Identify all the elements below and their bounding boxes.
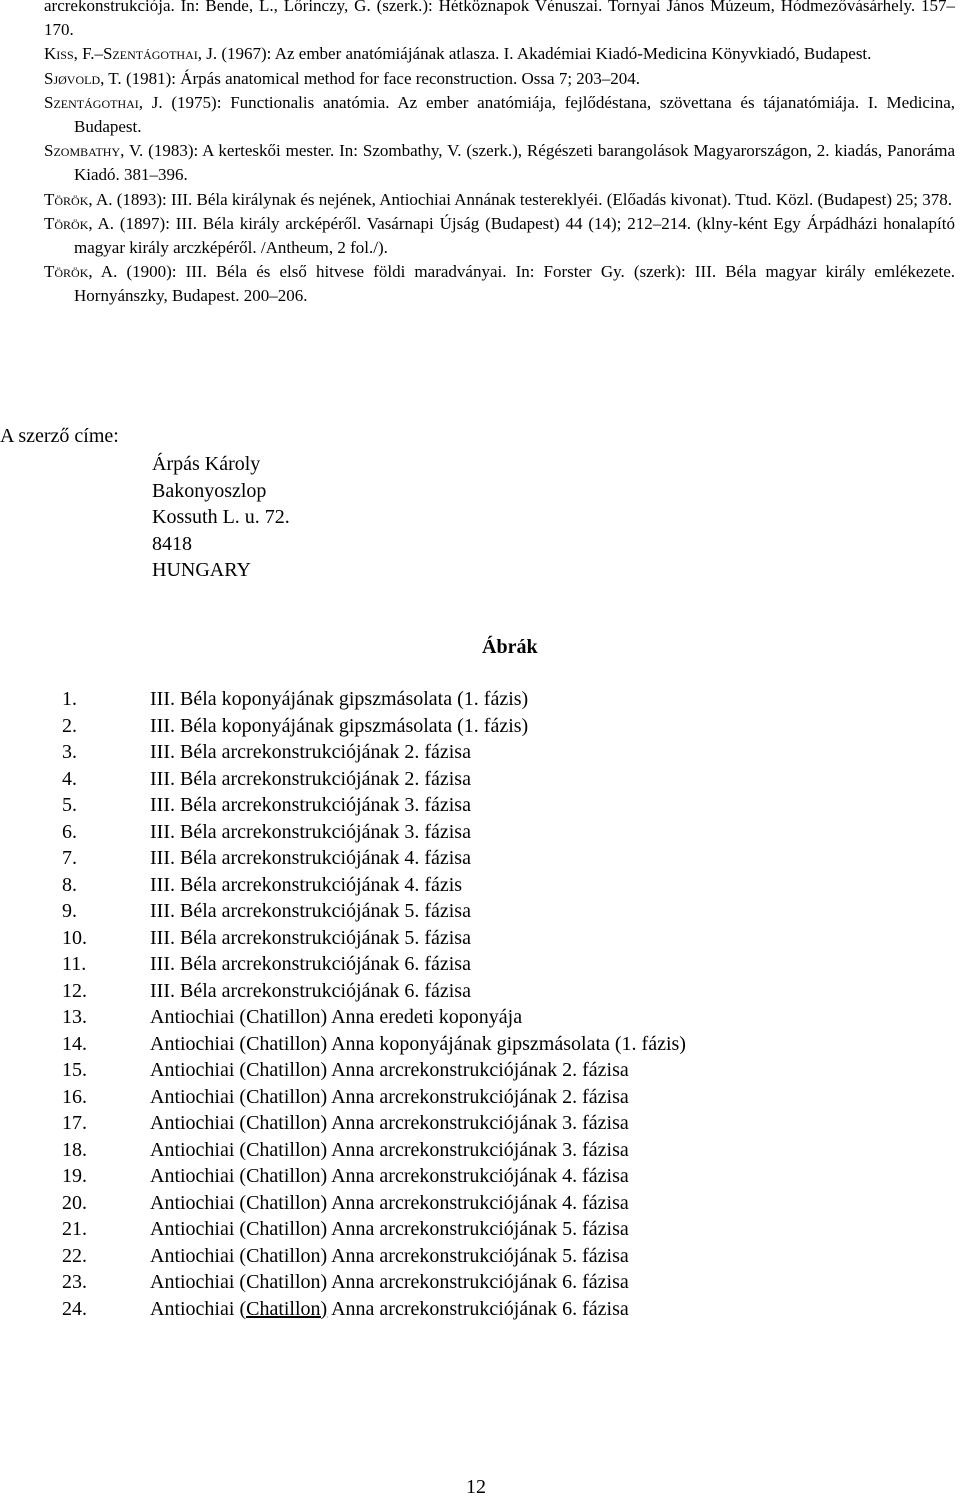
figure-item: [62, 739, 686, 766]
figure-item: [62, 1190, 686, 1217]
author-address-label: A szerző címe:: [0, 425, 119, 447]
figure-number: 22.: [62, 1244, 87, 1267]
figure-item: [62, 925, 686, 952]
figure-caption: III. Béla arcrekonstrukciójának 5. fázisa: [150, 900, 471, 922]
figure-caption: Antiochiai (Chatillon) Anna eredeti koponyája: [150, 1006, 523, 1028]
reference-entry: [44, 67, 955, 91]
figure-item: [62, 1137, 686, 1164]
figure-caption-part: Antiochiai: [150, 1297, 240, 1320]
figure-item: [62, 1216, 686, 1243]
figure-caption: Antiochiai (Chatillon) Anna arcrekonstrukciójának 5. fázisa: [150, 1218, 629, 1240]
figure-number: 21.: [62, 1218, 87, 1240]
reference-text: (1967): Az ember anatómiájának atlasza. I. Akadémiai Kiadó-Medicina Könyvkiadó, Budapest.: [217, 44, 872, 64]
figure-item: [62, 845, 686, 872]
reference-entry: [44, 0, 955, 42]
figure-number: 7.: [62, 847, 77, 869]
figure-number: 14.: [62, 1032, 87, 1055]
figure-list: [62, 686, 686, 1322]
figure-item: [62, 898, 686, 925]
figure-item: [62, 686, 686, 713]
address-line: Árpás Károly: [152, 453, 261, 475]
figure-caption: III. Béla koponyájának gipszmásolata (1. fázis): [150, 688, 529, 710]
figure-caption: III. Béla arcrekonstrukciójának 3. fázisa: [150, 794, 471, 816]
figure-caption: Antiochiai (Chatillon) Anna arcrekonstrukciójának 4. fázisa: [150, 1191, 629, 1214]
figure-number: 1.: [62, 688, 77, 710]
figure-caption: III. Béla arcrekonstrukciójának 4. fázisa: [150, 847, 471, 869]
figure-caption: Antiochiai (Chatillon) Anna arcrekonstrukciójának 2. fázisa: [150, 1085, 629, 1108]
figure-caption: III. Béla arcrekonstrukciójának 2. fázisa: [150, 767, 471, 790]
page-number: 12: [466, 1476, 486, 1498]
reference-author: Szentágothai, J.: [44, 92, 163, 112]
figure-caption: Antiochiai (Chatillon) Anna arcrekonstrukciójának 3. fázisa: [150, 1112, 629, 1134]
figure-item: [62, 1004, 686, 1031]
figure-caption-underlined: (Chatillon): [239, 1297, 328, 1320]
reference-list: [44, 0, 955, 309]
figure-item: [62, 1269, 686, 1296]
address-line: Kossuth L. u. 72.: [152, 506, 290, 528]
address-line: HUNGARY: [152, 559, 251, 581]
figure-caption: Antiochiai (Chatillon) Anna koponyájának gipszmásolata (1. fázis): [150, 1032, 686, 1055]
figure-caption: III. Béla arcrekonstrukciójának 5. fázisa: [150, 926, 471, 949]
figure-number: 10.: [62, 926, 87, 949]
figure-number: 23.: [62, 1271, 87, 1293]
figure-number: 11.: [62, 953, 87, 975]
figure-item: [62, 1031, 686, 1058]
figure-caption-part: Anna arcrekonstrukciójának 6. fázisa: [327, 1297, 629, 1320]
figure-item: [62, 951, 686, 978]
reference-author: Török, A.: [44, 189, 113, 209]
figure-item: [62, 1296, 686, 1323]
figure-number: 15.: [62, 1059, 87, 1081]
figure-number: 9.: [62, 900, 77, 922]
figure-caption: Antiochiai (Chatillon) Anna arcrekonstrukciójának 6. fázisa: [150, 1271, 629, 1293]
figure-number: 19.: [62, 1165, 87, 1187]
reference-text: arcrekonstrukciója. In: Bende, L., Lőrinczy, G. (szerk.): Hétköznapok Vénuszai. Tornyai János Múzeum, Hódmezővásárhely. 157–170.: [44, 0, 955, 40]
figure-number: 17.: [62, 1112, 87, 1134]
figure-caption: Antiochiai (Chatillon) Anna arcrekonstrukciójának 3. fázisa: [150, 1138, 629, 1161]
reference-author: Kiss, F.–Szentágothai, J.: [44, 44, 218, 64]
reference-text: (1897): III. Béla király arcképéről. Vasárnapi Újság (Budapest) 44 (14); 212–214. (klny-ként Egy Árpádházi honalapító magyar király arczképéről. /Antheum, 2 fol./).: [74, 213, 955, 258]
figure-item: [62, 766, 686, 793]
author-address: [152, 451, 290, 584]
reference-entry: [44, 188, 955, 212]
reference-author: Sjøvold, T.: [44, 68, 122, 88]
reference-entry: [44, 42, 955, 66]
figure-number: 6.: [62, 820, 77, 843]
reference-entry: [44, 260, 955, 308]
reference-entry: [44, 91, 955, 139]
figure-item: [62, 713, 686, 740]
figure-caption: III. Béla arcrekonstrukciójának 6. fázisa: [150, 979, 471, 1002]
figure-number: 16.: [62, 1085, 87, 1108]
reference-text: (1983): A kerteskői mester. In: Szombathy, V. (szerk.), Régészeti barangolások Magyarországon, 2. kiadás, Panoráma Kiadó. 381–396.: [74, 141, 955, 185]
figure-caption: III. Béla arcrekonstrukciójának 3. fázisa: [150, 820, 471, 843]
figure-number: 8.: [62, 873, 77, 896]
figure-number: 13.: [62, 1006, 87, 1028]
figure-item: [62, 1163, 686, 1190]
figure-number: 18.: [62, 1138, 87, 1161]
figures-heading: Ábrák: [482, 636, 538, 658]
figure-caption: III. Béla koponyájának gipszmásolata (1. fázis): [150, 714, 529, 737]
figure-number: 5.: [62, 794, 77, 816]
figure-item: [62, 872, 686, 899]
figure-number: 3.: [62, 741, 77, 763]
reference-author: Török, A.: [44, 262, 118, 282]
figure-caption: III. Béla arcrekonstrukciójának 6. fázisa: [150, 953, 471, 975]
figure-item: [62, 819, 686, 846]
figure-number: 2.: [62, 714, 77, 737]
figure-caption: Antiochiai (Chatillon) Anna arcrekonstrukciójának 5. fázisa: [150, 1244, 629, 1267]
figure-caption: III. Béla arcrekonstrukciójának 2. fázisa: [150, 741, 471, 763]
reference-text: (1975): Functionalis anatómia. Az ember anatómiája, fejlődéstana, szövettana és tájanatómiája. I. Medicina, Budapest.: [74, 92, 955, 137]
reference-entry: [44, 139, 955, 187]
reference-author: Török, A.: [44, 213, 115, 233]
reference-entry: [44, 212, 955, 260]
figure-caption: III. Béla arcrekonstrukciójának 4. fázis: [150, 873, 463, 896]
figure-item: [62, 1057, 686, 1084]
figure-item: [62, 1243, 686, 1270]
figure-number: 20.: [62, 1191, 87, 1214]
reference-author: Szombathy, V.: [44, 141, 144, 161]
figure-number: 4.: [62, 767, 77, 790]
figure-caption: Antiochiai (Chatillon) Anna arcrekonstrukciójának 2. fázisa: [150, 1059, 629, 1081]
address-line: Bakonyoszlop: [152, 479, 267, 502]
address-line: 8418: [152, 532, 192, 555]
reference-text: (1900): III. Béla és első hitvese földi maradványai. In: Forster Gy. (szerk): III. Béla magyar király emlékezete. Hornyánszky, Budapest. 200–206.: [74, 262, 955, 306]
figure-caption: Antiochiai (Chatillon) Anna arcrekonstrukciójának 4. fázisa: [150, 1165, 629, 1187]
figure-item: [62, 1110, 686, 1137]
figure-item: [62, 792, 686, 819]
reference-text: (1981): Árpás anatomical method for face reconstruction. Ossa 7; 203–204.: [121, 68, 641, 88]
figure-number: 24.: [62, 1297, 87, 1320]
figure-number: 12.: [62, 979, 87, 1002]
figure-item: [62, 978, 686, 1005]
reference-text: (1893): III. Béla királynak és nejének, Antiochiai Annának testereklyéi. (Előadás kivonat). Ttud. Közl. (Budapest) 25; 378.: [112, 189, 953, 209]
figure-caption: [150, 1296, 629, 1323]
figure-item: [62, 1084, 686, 1111]
